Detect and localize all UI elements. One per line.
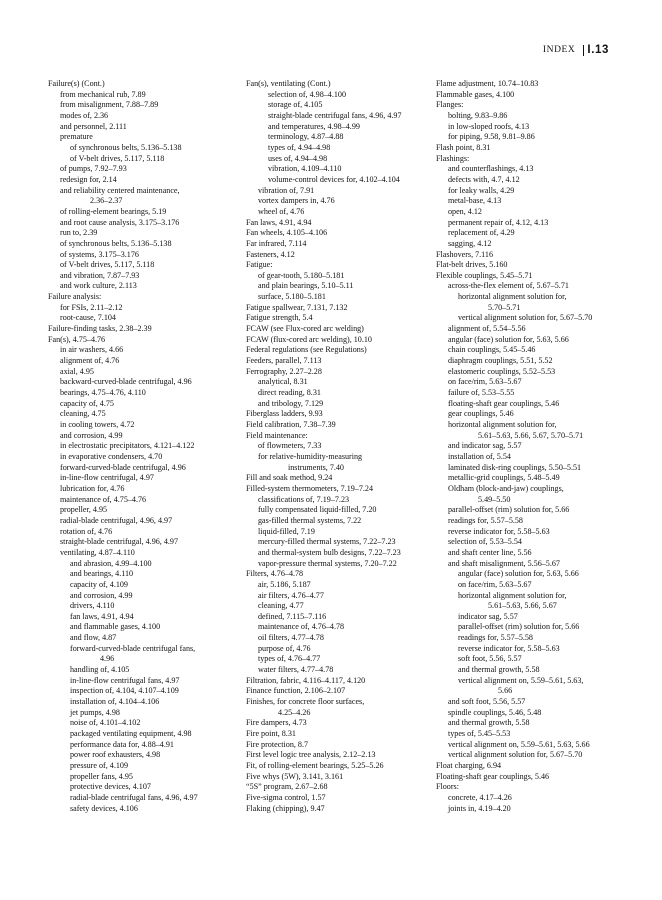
- index-subentry: drivers, 4.110: [70, 601, 115, 611]
- index-subentry: and indicator sag, 5.57: [448, 441, 522, 451]
- index-entry: Float charging, 6.94: [436, 761, 502, 770]
- index-entry: Finance function, 2.106–2.107: [246, 686, 346, 696]
- index-subentry: and tribology, 7.129: [258, 398, 324, 408]
- index-subentry: of flowmeters, 7.33: [258, 441, 322, 451]
- index-subentry: for piping, 9.58, 9.81–9.86: [448, 132, 535, 142]
- index-subentry: Oldham (block-and-jaw) couplings,: [448, 483, 564, 493]
- index-subentry: in air washers, 4.66: [60, 345, 124, 355]
- index-entry: Floating-shaft gear couplings, 5.46: [436, 771, 550, 781]
- index-subentry: classifications of, 7.19–7.23: [258, 494, 350, 504]
- index-subentry: horizontal alignment solution for,: [458, 292, 567, 302]
- index-entry: Five whys (5W), 3.141, 3.161: [246, 771, 344, 781]
- index-subentry: from mechanical rub, 7.89: [60, 89, 146, 99]
- index-subentry: uses of, 4.94–4.98: [268, 153, 328, 163]
- index-subentry: air filters, 4.76–4.77: [258, 590, 324, 600]
- index-subentry: readings for, 5.57–5.58: [448, 515, 523, 525]
- index-subentry: mercury-filled thermal systems, 7.22–7.23: [258, 537, 396, 547]
- index-subentry: and work culture, 2.113: [60, 281, 137, 291]
- index-subentry: concrete, 4.17–4.26: [448, 792, 512, 802]
- index-subentry: chain couplings, 5.45–5.46: [448, 345, 536, 355]
- index-subentry: parallel-offset (rim) solution for, 5.66: [458, 622, 580, 632]
- index-subentry: backward-curved-blade centrifugal, 4.96: [60, 377, 192, 387]
- index-entry: Flashovers, 7.116: [436, 249, 494, 259]
- index-subentry: and flow, 4.87: [70, 633, 117, 643]
- index-subentry: laminated disk-ring couplings, 5.50–5.51: [448, 462, 582, 472]
- index-column-2: [246, 79, 432, 814]
- index-subentry: replacement of, 4.29: [448, 228, 515, 238]
- index-subentry: vertical alignment solution for, 5.67–5.70: [458, 313, 593, 323]
- index-subentry: oil filters, 4.77–4.78: [258, 633, 324, 643]
- index-subentry: of V-belt drives, 5.117, 5.118: [60, 260, 155, 270]
- index-subentry: in-line-flow centrifugal, 4.97: [60, 473, 154, 483]
- index-subentry: of rolling-element bearings, 5.19: [60, 206, 167, 216]
- index-subentry: 5.66: [498, 686, 513, 696]
- index-column-1: [48, 79, 240, 814]
- index-subentry: performance data for, 4.88–4.91: [70, 739, 174, 749]
- index-subentry: run to, 2.39: [60, 228, 98, 238]
- index-entry: Field maintenance:: [246, 430, 308, 440]
- index-subentry: forward-curved-blade centrifugal, 4.96: [60, 462, 186, 472]
- index-subentry: and reliability centered maintenance,: [60, 185, 180, 195]
- index-entry: Flame adjustment, 10.74–10.83: [436, 79, 539, 88]
- index-entry: Failure-finding tasks, 2.38–2.39: [48, 324, 152, 334]
- index-subentry: propeller fans, 4.95: [70, 771, 133, 781]
- index-entry: Fit, of rolling-element bearings, 5.25–5.26: [246, 761, 384, 770]
- index-subentry: for relative-humidity-measuring: [258, 451, 363, 461]
- index-subentry: air, 5.186, 5.187: [258, 579, 311, 589]
- running-header: [543, 44, 609, 56]
- index-subentry: and soft foot, 5.56, 5.57: [448, 697, 526, 707]
- index-subentry: inspection of, 4.104, 4.107–4.109: [70, 686, 179, 696]
- index-subentry: volume-control devices for, 4.102–4.104: [268, 174, 400, 184]
- index-entry: Flexible couplings, 5.45–5.71: [436, 270, 533, 280]
- index-subentry: across-the-flex element of, 5.67–5.71: [448, 281, 569, 291]
- index-subentry: of gear-tooth, 5.180–5.181: [258, 270, 345, 280]
- index-subentry: jet pumps, 4.98: [70, 707, 120, 717]
- index-entry: Federal regulations (see Regulations): [246, 345, 367, 355]
- index-subentry: 4.25–4.26: [278, 707, 311, 717]
- index-subentry: vibration of, 7.91: [258, 185, 315, 195]
- index-subentry: radial-blade centrifugal, 4.96, 4.97: [60, 515, 173, 525]
- index-subentry: vortex dampers in, 4.76: [258, 196, 335, 206]
- index-subentry: and flammable gases, 4.100: [70, 622, 161, 632]
- index-subentry: packaged ventilating equipment, 4.98: [70, 729, 192, 739]
- index-subentry: and corrosion, 4.99: [70, 590, 133, 600]
- index-subentry: and personnel, 2.111: [60, 121, 127, 131]
- index-subentry: vapor-pressure thermal systems, 7.20–7.22: [258, 558, 397, 568]
- index-entry: Feeders, parallel, 7.113: [246, 356, 322, 366]
- index-subentry: elastomeric couplings, 5.52–5.53: [448, 366, 556, 376]
- index-entry: Fasteners, 4.12: [246, 249, 295, 259]
- index-subentry: safety devices, 4.106: [70, 803, 138, 813]
- index-subentry: types of, 4.94–4.98: [268, 142, 331, 152]
- index-subentry: surface, 5.180–5.181: [258, 292, 326, 302]
- index-entry: Finishes, for concrete floor surfaces,: [246, 697, 365, 707]
- index-subentry: 5.70–5.71: [488, 302, 521, 312]
- index-subentry: selection of, 5.53–5.54: [448, 537, 522, 547]
- index-subentry: 5.61–5.63, 5.66, 5.67: [488, 601, 557, 611]
- index-entry: Filters, 4.76–4.78: [246, 569, 304, 579]
- index-subentry: permanent repair of, 4.12, 4.13: [448, 217, 549, 227]
- index-subentry: maintenance of, 4.75–4.76: [60, 494, 147, 504]
- index-subentry: reverse indicator for, 5.58–5.63: [448, 526, 550, 536]
- index-subentry: handling of, 4.105: [70, 665, 130, 675]
- index-subentry: vibration, 4.109–4.110: [268, 164, 342, 174]
- index-subentry: of V-belt drives, 5.117, 5.118: [70, 153, 165, 163]
- header-divider: [583, 45, 584, 56]
- index-subentry: protective devices, 4.107: [70, 782, 151, 792]
- index-subentry: redesign for, 2.14: [60, 174, 117, 184]
- index-subentry: metallic-grid couplings, 5.48–5.49: [448, 473, 560, 483]
- index-subentry: rotation of, 4.76: [60, 526, 113, 536]
- index-entry: “5S” program, 2.67–2.68: [246, 782, 328, 792]
- index-subentry: from misalignment, 7.88–7.89: [60, 100, 159, 110]
- index-subentry: modes of, 2.36: [60, 110, 109, 120]
- index-subentry: liquid-filled, 7.19: [258, 526, 315, 536]
- index-subentry: terminology, 4.87–4.88: [268, 132, 344, 142]
- index-subentry: wheel of, 4.76: [258, 206, 305, 216]
- index-subentry: analytical, 8.31: [258, 377, 308, 387]
- index-subentry: radial-blade centrifugal fans, 4.96, 4.97: [70, 792, 198, 802]
- index-subentry: and abrasion, 4.99–4.100: [70, 558, 152, 568]
- index-subentry: indicator sag, 5.57: [458, 611, 518, 621]
- index-subentry: water filters, 4.77–4.78: [258, 665, 334, 675]
- index-subentry: on face/rim, 5.63–5.67: [448, 377, 522, 387]
- index-entry: Fatigue:: [246, 260, 273, 270]
- index-entry: FCAW (flux-cored arc welding), 10.10: [246, 334, 372, 344]
- index-subentry: vertical alignment solution for, 5.67–5.70: [448, 750, 583, 760]
- index-subentry: diaphragm couplings, 5.51, 5.52: [448, 356, 553, 366]
- index-subentry: and thermal-system bulb designs, 7.22–7.23: [258, 547, 401, 557]
- index-entry: Flammable gases, 4.100: [436, 89, 515, 99]
- index-subentry: installation of, 4.104–4.106: [70, 697, 160, 707]
- index-entry: Fan(s), 4.75–4.76: [48, 334, 106, 344]
- index-entry: Failure analysis:: [48, 292, 102, 302]
- index-subentry: and plain bearings, 5.10–5.11: [258, 281, 354, 291]
- index-entry: Fatigue spallwear, 7.131, 7.132: [246, 302, 348, 312]
- index-entry: Filled-system thermometers, 7.19–7.24: [246, 483, 374, 493]
- index-entry: Far infrared, 7.114: [246, 238, 307, 248]
- index-entry: Fan(s), ventilating (Cont.): [246, 79, 331, 88]
- index-subentry: floating-shaft gear couplings, 5.46: [448, 398, 560, 408]
- index-subentry: purpose of, 4.76: [258, 643, 311, 653]
- index-subentry: root-cause, 7.104: [60, 313, 116, 323]
- index-subentry: on face/rim, 5.63–5.67: [458, 579, 532, 589]
- index-subentry: of pumps, 7.92–7.93: [60, 164, 127, 174]
- index-subentry: horizontal alignment solution for,: [448, 420, 557, 429]
- index-subentry: bolting, 9.83–9.86: [448, 110, 508, 120]
- index-subentry: and thermal growth, 5.58: [458, 665, 540, 675]
- page-number: I.13: [587, 44, 609, 56]
- index-subentry: cleaning, 4.77: [258, 601, 304, 611]
- index-subentry: gear couplings, 5.46: [448, 409, 514, 419]
- index-subentry: and shaft center line, 5.56: [448, 547, 532, 557]
- index-subentry: parallel-offset (rim) solution for, 5.66: [448, 505, 570, 515]
- index-subentry: defects with, 4.7, 4.12: [448, 174, 520, 184]
- index-subentry: types of, 5.45–5.53: [448, 729, 511, 739]
- index-subentry: alignment of, 5.54–5.56: [448, 324, 526, 334]
- index-subentry: open, 4.12: [448, 206, 482, 216]
- index-entry: Fatigue strength, 5.4: [246, 313, 313, 323]
- index-subentry: forward-curved-blade centrifugal fans,: [70, 643, 196, 653]
- index-subentry: sagging, 4.12: [448, 238, 492, 248]
- index-entry: Field calibration, 7.38–7.39: [246, 420, 336, 429]
- index-subentry: axial, 4.95: [60, 366, 94, 376]
- index-subentry: in low-sloped roofs, 4.13: [448, 121, 530, 131]
- index-entry: Flash point, 8.31: [436, 142, 491, 152]
- index-subentry: for leaky walls, 4.29: [448, 185, 515, 195]
- index-subentry: and thermal growth, 5.58: [448, 718, 530, 728]
- index-subentry: angular (face) solution for, 5.63, 5.66: [458, 569, 579, 579]
- index-entry: Fire dampers, 4.73: [246, 718, 307, 728]
- index-subentry: instruments, 7.40: [288, 462, 344, 472]
- index-subentry: soft foot, 5.56, 5.57: [458, 654, 522, 664]
- index-subentry: fully compensated liquid-filled, 7.20: [258, 505, 377, 515]
- index-subentry: and temperatures, 4.98–4.99: [268, 121, 360, 131]
- index-subentry: alignment of, 4.76: [60, 356, 120, 366]
- index-subentry: metal-base, 4.13: [448, 196, 502, 206]
- index-subentry: of systems, 3.175–3.176: [60, 249, 139, 259]
- index-entry: Floors:: [436, 782, 459, 792]
- index-entry: First level logic tree analysis, 2.12–2.13: [246, 750, 376, 760]
- index-entry: Fill and soak method, 9.24: [246, 473, 333, 483]
- index-entry: Fiberglass ladders, 9.93: [246, 409, 323, 419]
- index-subentry: and vibration, 7.87–7.93: [60, 270, 140, 280]
- index-subentry: horizontal alignment solution for,: [458, 590, 567, 600]
- index-subentry: power roof exhausters, 4.98: [70, 750, 161, 760]
- index-subentry: selection of, 4.98–4.100: [268, 89, 347, 99]
- index-subentry: bearings, 4.75–4.76, 4.110: [60, 388, 146, 398]
- index-subentry: and bearings, 4.110: [70, 569, 134, 579]
- index-subentry: straight-blade centrifugal fans, 4.96, 4.97: [268, 110, 402, 120]
- index-subentry: readings for, 5.57–5.58: [458, 633, 533, 643]
- index-subentry: gas-filled thermal systems, 7.22: [258, 515, 362, 525]
- index-subentry: of synchronous belts, 5.136–5.138: [60, 238, 172, 248]
- index-subentry: failure of, 5.53–5.55: [448, 388, 515, 398]
- index-entry: Flat-belt drives, 5.160: [436, 260, 508, 270]
- index-subentry: angular (face) solution for, 5.63, 5.66: [448, 334, 569, 344]
- index-entry: Five-sigma control, 1.57: [246, 792, 326, 802]
- index-subentry: and shaft misalignment, 5.56–5.67: [448, 558, 560, 568]
- index-entry: Flaking (chipping), 9.47: [246, 803, 325, 813]
- index-subentry: pressure of, 4.109: [70, 761, 128, 770]
- index-subentry: of synchronous belts, 5.136–5.138: [70, 142, 182, 152]
- index-subentry: installation of, 5.54: [448, 451, 511, 461]
- index-subentry: lubrication for, 4.76: [60, 483, 125, 493]
- index-subentry: defined, 7.115–7.116: [258, 611, 327, 621]
- index-entry: Failure(s) (Cont.): [48, 79, 105, 88]
- index-subentry: premature: [60, 132, 93, 142]
- index-subentry: 2.36–2.37: [90, 196, 123, 206]
- index-subentry: in evaporative condensers, 4.70: [60, 451, 163, 461]
- index-subentry: types of, 4.76–4.77: [258, 654, 321, 664]
- index-subentry: for FSIs, 2.11–2.12: [60, 302, 123, 312]
- index-subentry: ventilating, 4.87–4.110: [60, 547, 135, 557]
- index-column-3: [436, 79, 628, 814]
- index-subentry: capacity of, 4.109: [70, 579, 128, 589]
- index-subentry: 5.49–5.50: [478, 494, 511, 504]
- index-entry: Flashings:: [436, 153, 470, 163]
- index-subentry: in cooling towers, 4.72: [60, 420, 135, 429]
- index-entry: Filtration, fabric, 4.116–4.117, 4.120: [246, 675, 366, 685]
- index-entry: Fan wheels, 4.105–4.106: [246, 228, 328, 238]
- index-subentry: capacity of, 4.75: [60, 398, 114, 408]
- index-subentry: joints in, 4.19–4.20: [448, 803, 511, 813]
- index-subentry: vertical alignment on, 5.59–5.61, 5.63, 5.66: [448, 739, 590, 749]
- index-entry: Ferrography, 2.27–2.28: [246, 366, 322, 376]
- index-subentry: cleaning, 4.75: [60, 409, 106, 419]
- index-subentry: spindle couplings, 5.46, 5.48: [448, 707, 542, 717]
- index-subentry: in electrostatic precipitators, 4.121–4.122: [60, 441, 195, 451]
- index-entry: Fire protection, 8.7: [246, 739, 309, 749]
- index-entry: Flanges:: [436, 100, 464, 110]
- index-subentry: and counterflashings, 4.13: [448, 164, 534, 174]
- index-subentry: propeller, 4.95: [60, 505, 108, 515]
- index-subentry: maintenance of, 4.76–4.78: [258, 622, 345, 632]
- index-subentry: direct reading, 8.31: [258, 388, 321, 398]
- index-subentry: and root cause analysis, 3.175–3.176: [60, 217, 180, 227]
- index-subentry: and corrosion, 4.99: [60, 430, 123, 440]
- index-entry: FCAW (see Flux-cored arc welding): [246, 324, 364, 334]
- index-entry: Fire point, 8.31: [246, 729, 296, 739]
- index-subentry: in-line-flow centrifugal fans, 4.97: [70, 675, 180, 685]
- index-subentry: vertical alignment on, 5.59–5.61, 5.63,: [458, 675, 584, 685]
- index-entry: Fan laws, 4.91, 4.94: [246, 217, 312, 227]
- index-subentry: 4.96: [100, 654, 115, 664]
- index-subentry: 5.61–5.63, 5.66, 5.67, 5.70–5.71: [478, 430, 584, 440]
- index-subentry: noise of, 4.101–4.102: [70, 718, 141, 728]
- index-subentry: storage of, 4.105: [268, 100, 323, 110]
- index-subentry: reverse indicator for, 5.58–5.63: [458, 643, 560, 653]
- header-label: INDEX: [542, 45, 576, 55]
- index-subentry: fan laws, 4.91, 4.94: [70, 611, 134, 621]
- index-subentry: straight-blade centrifugal, 4.96, 4.97: [60, 537, 178, 547]
